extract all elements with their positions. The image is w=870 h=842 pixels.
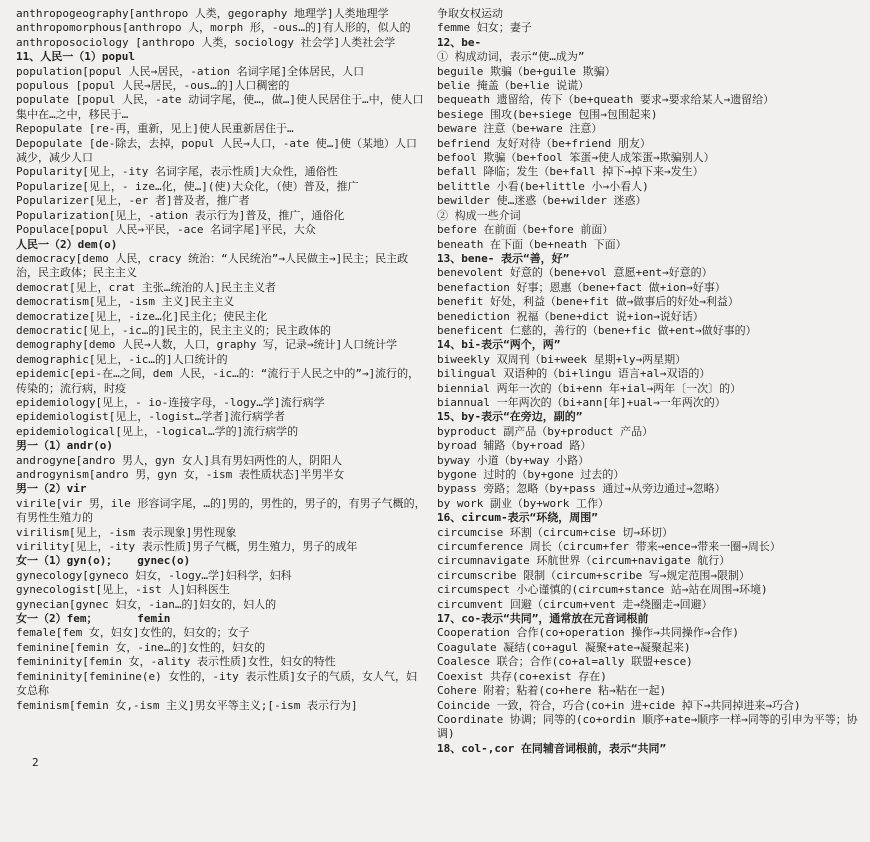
entry-line: gynecologist[见上，-ist 人]妇科医生 bbox=[16, 583, 230, 597]
entry-line: femininity[femin 女，-ality 表示性质]女性，妇女的特性 bbox=[16, 655, 336, 669]
entry-line: beguile 欺骗（be+guile 欺骗） bbox=[437, 64, 616, 78]
entry-line: populate [popul 人民，-ate 动词字尾，使…，做…]使人民居住于…中，使人口集中在…之中，移民于… bbox=[16, 93, 424, 121]
entry-line: by work 副业（by+work 工作） bbox=[437, 496, 609, 510]
entry-line: gynecology[gyneco 妇女，-logy…学]妇科学，妇科 bbox=[16, 568, 292, 582]
entry-line: Popularizer[见上，-er 者]普及者，推广者 bbox=[16, 194, 250, 208]
entry-line: Repopulate [re-再，重新，见上]使人民重新居住于… bbox=[16, 122, 294, 136]
entry-line: population[popul 人民→居民，-ation 名词字尾]全体居民，人口 bbox=[16, 64, 365, 78]
entry-line: democratic[见上，-ic…的]民主的，民主主义的；民主政体的 bbox=[16, 323, 331, 337]
entry-line: besiege 围攻(be+siege 包围→包围起来) bbox=[437, 107, 658, 121]
page-number: 2 bbox=[32, 756, 39, 770]
section-heading: 14、bi-表示“两个，两” bbox=[437, 338, 561, 352]
entry-line: feminism[femin 女,-ism 主义]男女平等主义;[-ism 表示行为] bbox=[16, 698, 358, 712]
entry-line: bilingual 双语种的（bi+lingu 语言+al→双语的） bbox=[437, 367, 711, 381]
entry-line: Popularization[见上，-ation 表示行为]普及，推广，通俗化 bbox=[16, 208, 345, 222]
entry-line: virile[vir 男，ile 形容词字尾，…的]男的，男性的，男子的，有男子气概的，有男性生殖力的 bbox=[16, 496, 426, 525]
entry-line: epidemic[epi-在…之间，dem 人民，-ic…的：“流行于人民之中的”→]流行的，传染的；流行病，时疫 bbox=[16, 367, 420, 395]
entry-line: biannual 一年两次的（bi+ann[年]+ual→一年两次的） bbox=[437, 395, 726, 409]
entry-line: benevolent 好意的（bene+vol 意愿+ent→好意的） bbox=[437, 266, 713, 280]
left-column bbox=[16, 7, 428, 756]
entry-line: befool 欺骗（be+fool 笨蛋→使人成笨蛋→欺骗别人） bbox=[437, 151, 715, 165]
entry-line: anthropomorphous[anthropo 人，morph 形，-ous…的]有人形的，似人的 bbox=[16, 21, 411, 35]
entry-line: biweekly 双周刊（bi+week 星期+ly→两星期） bbox=[437, 352, 687, 366]
entry-line: benefit 好处，利益（bene+fit 做→做事后的好处→利益） bbox=[437, 295, 739, 309]
entry-line: benefaction 好事；恩惠（bene+fact 做+ion→好事） bbox=[437, 280, 726, 294]
two-column-layout bbox=[16, 7, 862, 756]
entry-line: Cooperation 合作(co+operation 操作→共同操作→合作) bbox=[437, 626, 740, 640]
section-heading: 女一（1）gyn(o)； gynec(o) bbox=[16, 554, 191, 568]
entry-line: demography[demo 人民→人数，人口，graphy 写，记录→统计]人口统计学 bbox=[16, 338, 398, 352]
entry-line: befall 降临；发生（be+fall 掉下→掉下来→发生） bbox=[437, 165, 704, 179]
entry-line: biennial 两年一次的（bi+enn 年+ial→两年〔一次〕的） bbox=[437, 381, 742, 395]
section-heading: 13、bene- 表示“善，好” bbox=[437, 251, 570, 265]
entry-line: democrat[见上，crat 主张…统治的人]民主主义者 bbox=[16, 280, 276, 294]
entry-line: circumcise 环割（circum+cise 切→环切） bbox=[437, 525, 673, 539]
section-heading: 18、col-,cor 在同辅音词根前，表示“共同” bbox=[437, 741, 667, 755]
right-column bbox=[437, 7, 862, 756]
entry-line: Coordinate 协调；同等的(co+ordin 顺序+ate→顺序一样→同等的引申为平等；协调) bbox=[437, 712, 858, 741]
section-heading: 12、be- bbox=[437, 35, 482, 49]
entry-line: before 在前面（be+fore 前面） bbox=[437, 223, 614, 237]
entry-line: androgyne[andro 男人，gyn 女人]具有男妇两性的人，阴阳人 bbox=[16, 453, 343, 467]
entry-line: female[fem 女，妇女]女性的，妇女的；女子 bbox=[16, 626, 250, 640]
entry-line: bygone 过时的（by+gone 过去的） bbox=[437, 468, 625, 481]
entry-line: populous [popul 人民→居民，-ous…的]人口稠密的 bbox=[16, 79, 290, 93]
entry-line: democratize[见上，-ize…化]民主化；使民主化 bbox=[16, 309, 268, 323]
section-heading: 人民一（2）dem(o) bbox=[16, 237, 118, 251]
entry-line: byproduct 副产品（by+product 产品） bbox=[437, 424, 654, 438]
entry-line: anthropogeography[anthropo 人类，gegoraphy 地理学]人类地理学 bbox=[16, 7, 389, 20]
entry-line: Coagulate 凝结(co+agul 凝聚+ate→凝聚起来) bbox=[437, 640, 691, 654]
entry-line: epidemiological[见上，-logical…学的]流行病学的 bbox=[16, 424, 299, 438]
entry-line: virilism[见上，-ism 表示现象]男性现象 bbox=[16, 525, 237, 539]
entry-line: circumscribe 限制（circum+scribe 写→规定范围→限制） bbox=[437, 568, 751, 582]
entry-line: feminine[femin 女，-ine…的]女性的，妇女的 bbox=[16, 640, 266, 654]
entry-line: bewilder 使…迷惑（be+wilder 迷惑） bbox=[437, 194, 647, 208]
entry-line: circumvent 回避（circum+vent 走→绕圈走→回避） bbox=[437, 597, 713, 611]
entry-line: beneficent 仁慈的，善行的（bene+fic 做+ent→做好事的） bbox=[437, 323, 757, 337]
entry-line: byroad 辅路（by+road 路） bbox=[437, 439, 592, 453]
entry-line: epidemiology[见上，- io-连接字母，-logy…学]流行病学 bbox=[16, 395, 325, 409]
entry-line: benediction 祝福（bene+dict 说+ion→说好话） bbox=[437, 309, 704, 323]
entry-line: epidemiologist[见上，-logist…学者]流行病学者 bbox=[16, 410, 285, 424]
entry-line: bypass 旁路；忽略（by+pass 通过→从旁边通过→忽略） bbox=[437, 482, 726, 496]
entry-line: 争取女权运动 bbox=[437, 7, 503, 20]
entry-line: beware 注意（be+ware 注意） bbox=[437, 122, 603, 136]
entry-line: belie 掩盖（be+lie 说谎） bbox=[437, 79, 590, 93]
entry-line: democratism[见上，-ism 主义]民主主义 bbox=[16, 295, 235, 309]
entry-line: Cohere 附着；粘着(co+here 粘→粘在一起) bbox=[437, 684, 667, 698]
entry-line: Popularize[见上，- ize…化，使…](使)大众化，（使）普及，推广 bbox=[16, 179, 359, 193]
entry-line: ② 构成一些介词 bbox=[437, 208, 521, 222]
entry-line: Populace[popul 人民→平民，-ace 名词字尾]平民，大众 bbox=[16, 223, 316, 237]
section-heading: 女一（2）fem； femin bbox=[16, 612, 171, 626]
section-heading: 15、by-表示“在旁边，副的” bbox=[437, 410, 583, 424]
entry-line: belittle 小看(be+little 小→小看人) bbox=[437, 179, 649, 193]
section-heading: 17、co-表示“共同”，通常放在元音词根前 bbox=[437, 612, 649, 626]
section-heading: 16、circum-表示“环绕，周围” bbox=[437, 511, 598, 525]
entry-line: Depopulate [de-除去，去掉，popul 人民→人口，-ate 使…]使（某地）人口减少，减少人口 bbox=[16, 136, 418, 165]
section-heading: 男一（1）andr(o) bbox=[16, 439, 113, 453]
entry-line: beneath 在下面（be+neath 下面） bbox=[437, 237, 627, 251]
entry-line: democracy[demo 人民，cracy 统治：“人民统治”→人民做主→]民主；民主政治，民主政体；民主主义 bbox=[16, 251, 409, 280]
entry-line: circumspect 小心谨慎的(circum+stance 站→站在周围→环境) bbox=[437, 583, 768, 597]
entry-line: femininity[feminine(e) 女性的，-ity 表示性质]女子的气质，女人气，妇女总称 bbox=[16, 669, 418, 698]
section-heading: 男一（2）vir bbox=[16, 482, 87, 496]
entry-line: femme 妇女；妻子 bbox=[437, 21, 532, 35]
entry-line: ① 构成动词，表示“使…成为” bbox=[437, 50, 585, 64]
entry-line: circumference 周长（circum+fer 带来→ence→带来一圈→周长） bbox=[437, 540, 781, 554]
entry-line: demographic[见上，-ic…的]人口统计的 bbox=[16, 352, 228, 366]
entry-line: Coincide 一致，符合，巧合(co+in 进+cide 掉下→共同掉进来→巧合) bbox=[437, 698, 801, 712]
entry-line: anthroposociology [anthropo 人类，sociology 社会学]人类社会学 bbox=[16, 35, 396, 49]
entry-line: circumnavigate 环航世界（circum+navigate 航行） bbox=[437, 554, 731, 568]
entry-line: virility[见上，-ity 表示性质]男子气概，男生殖力，男子的成年 bbox=[16, 540, 358, 554]
entry-line: gynecian[gynec 妇女，-ian…的]妇女的，妇人的 bbox=[16, 597, 277, 611]
entry-line: Coexist 共存(co+exist 存在) bbox=[437, 669, 607, 683]
entry-line: Popularity[见上，-ity 名词字尾，表示性质]大众性，通俗性 bbox=[16, 165, 338, 179]
section-heading: 11、人民一（1）popul bbox=[16, 50, 135, 64]
entry-line: byway 小道（by+way 小路） bbox=[437, 453, 590, 467]
entry-line: befriend 友好对待（be+friend 朋友） bbox=[437, 136, 651, 150]
entry-line: androgynism[andro 男，gyn 女，-ism 表性质状态]半男半女 bbox=[16, 468, 345, 481]
entry-line: bequeath 遗留给，传下（be+queath 要求→要求给某人→遗留给） bbox=[437, 93, 775, 107]
entry-line: Coalesce 联合；合作(co+al=ally 联盟+esce) bbox=[437, 655, 693, 669]
